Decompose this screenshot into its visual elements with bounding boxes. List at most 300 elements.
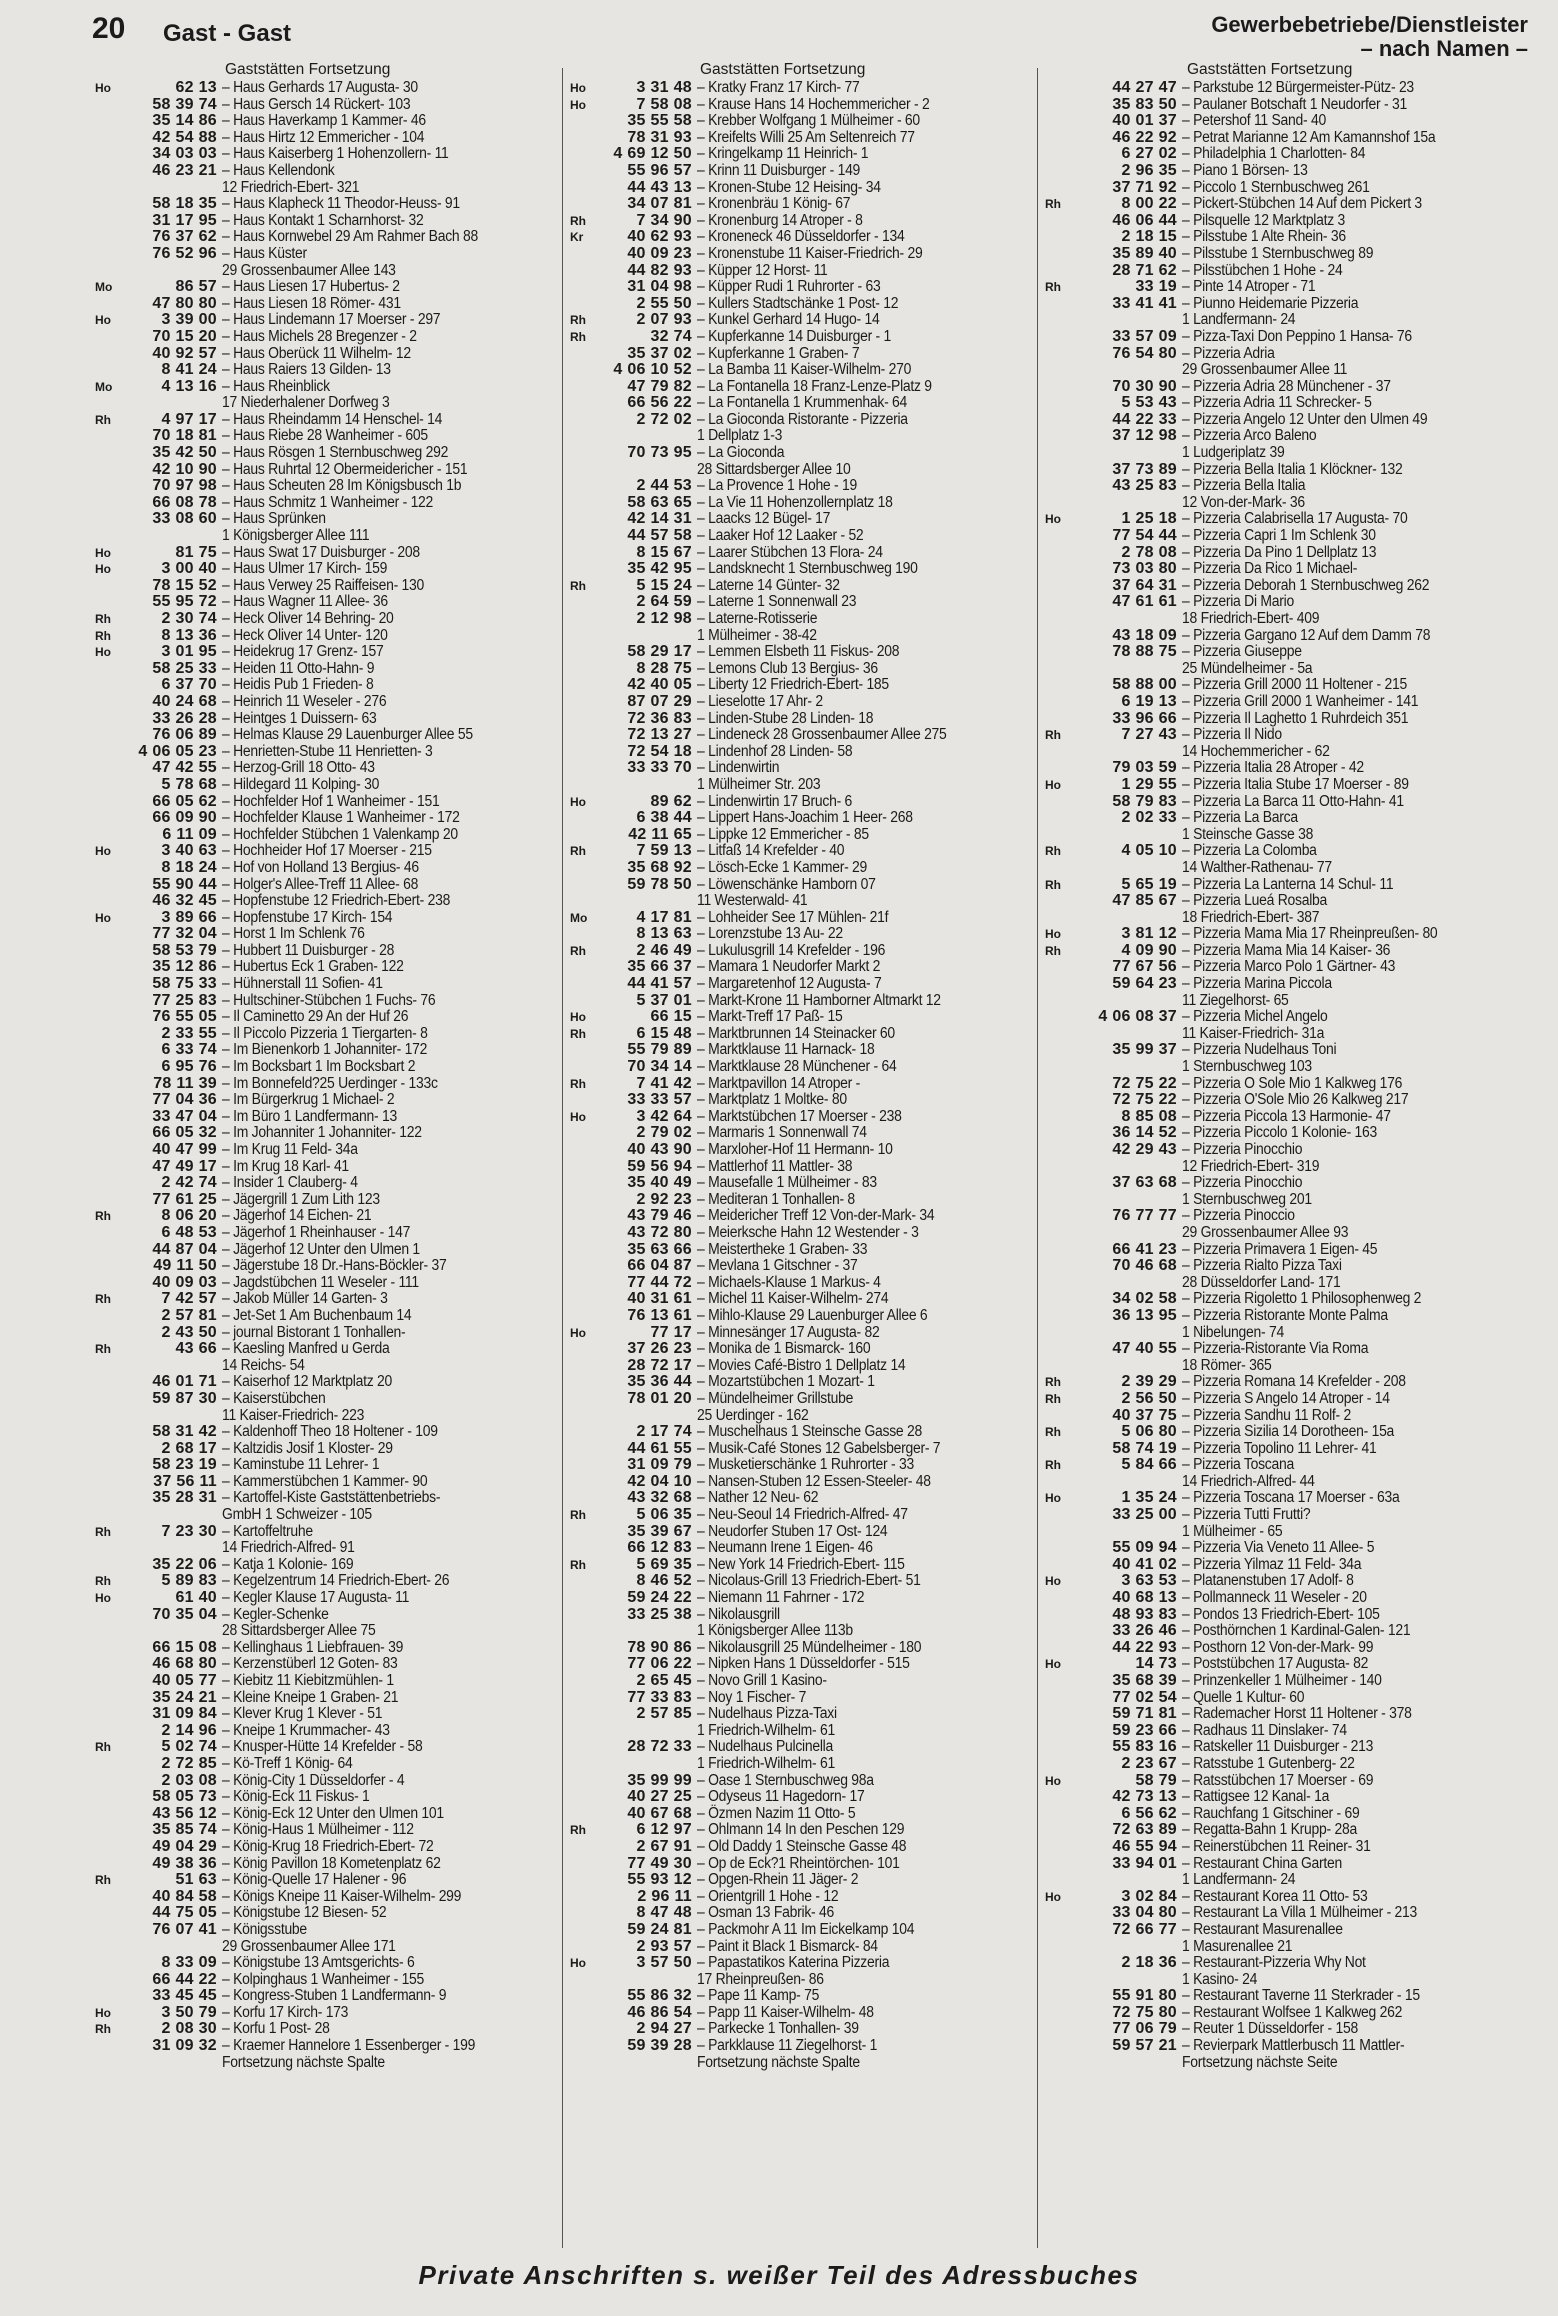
- business-entry: – Löwenschänke Hamborn 07: [697, 875, 876, 893]
- listing-row: [1045, 843, 1545, 860]
- phone-number: 2 72 85: [161, 1754, 217, 1772]
- business-entry: – Haus Oberück 11 Wilhelm- 12: [222, 344, 411, 362]
- business-entry: – Nikolausgrill 25 Mündelheimer - 180: [697, 1638, 922, 1656]
- business-entry: – Philadelphia 1 Charlotten- 84: [1182, 145, 1366, 163]
- listing-row: [570, 263, 1025, 280]
- phone-number: 42 04 10: [627, 1472, 692, 1490]
- business-entry: – La Gioconda: [697, 444, 785, 462]
- listing-row: [95, 1507, 555, 1524]
- business-entry: – Kegelzentrum 14 Friedrich-Ebert- 26: [222, 1572, 450, 1590]
- section-title: Gewerbebetriebe/Dienstleister: [1211, 12, 1528, 37]
- business-entry: – Pizzeria Italia Stube 17 Moerser - 89: [1182, 775, 1409, 793]
- phone-number: 5 84 66: [1121, 1456, 1177, 1474]
- business-entry: – Korfu 17 Kirch- 173: [222, 2003, 349, 2021]
- phone-number: 31 09 79: [627, 1456, 692, 1474]
- phone-number: 55 93 12: [627, 1871, 692, 1889]
- business-entry: – Meidericher Treff 12 Von-der-Mark- 34: [697, 1207, 935, 1225]
- listing-row: [570, 395, 1025, 412]
- phone-number: 58 25 33: [152, 659, 217, 677]
- phone-number: 35 28 31: [152, 1489, 217, 1507]
- business-entry: – Laarer Stübchen 13 Flora- 24: [697, 543, 883, 561]
- listing-row: [570, 1524, 1025, 1541]
- listing-row: [1045, 296, 1545, 313]
- district-code: Rh: [1045, 1458, 1061, 1473]
- listing-row: [570, 677, 1025, 694]
- business-entry: – Haus Ulmer 17 Kirch- 159: [222, 560, 388, 578]
- phone-number: 43 56 12: [152, 1804, 217, 1822]
- business-entry: – Kaldenhoff Theo 18 Holtener - 109: [222, 1423, 438, 1441]
- listing-row: [95, 910, 555, 927]
- business-entry: – Posthorn 12 Von-der-Mark- 99: [1182, 1638, 1374, 1656]
- listing-row: [570, 113, 1025, 130]
- listing-row: [95, 1042, 555, 1059]
- listing-row: [95, 279, 555, 296]
- listing-row: [570, 1573, 1025, 1590]
- listing-row: [1045, 1690, 1545, 1707]
- listing-column-1: [95, 60, 555, 2260]
- listing-row: [570, 163, 1025, 180]
- listing-row: [95, 777, 555, 794]
- listing-row: [1045, 545, 1545, 562]
- business-entry: – Pizzeria Grill 2000 1 Wanheimer - 141: [1182, 692, 1419, 710]
- phone-number: 77 32 04: [152, 925, 217, 943]
- business-entry: 14 Friedrich-Alfred- 91: [222, 1539, 355, 1557]
- business-entry: – Pizzeria Di Mario: [1182, 593, 1294, 611]
- district-code: Rh: [95, 2022, 111, 2037]
- phone-number: 2 92 23: [636, 1190, 692, 1208]
- business-entry: – Haus Verwey 25 Raiffeisen- 130: [222, 576, 425, 594]
- phone-number: 78 88 75: [1112, 643, 1177, 661]
- business-entry: – Osman 13 Fabrik- 46: [697, 1904, 834, 1922]
- business-entry: – Jagdstübchen 11 Weseler - 111: [222, 1273, 419, 1291]
- business-entry: – Hopfenstube 12 Friedrich-Ebert- 238: [222, 892, 451, 910]
- phone-number: 8 06 20: [161, 1207, 217, 1225]
- listing-row: [570, 843, 1025, 860]
- business-entry: 1 Königsberger Allee 111: [222, 527, 370, 545]
- phone-number: 48 93 83: [1112, 1605, 1177, 1623]
- district-code: Rh: [570, 329, 586, 344]
- listing-row: [1045, 2021, 1545, 2038]
- listing-row: [1045, 1789, 1545, 1806]
- business-entry: – Pizzeria Romana 14 Krefelder - 208: [1182, 1373, 1406, 1391]
- listing-row: [570, 1258, 1025, 1275]
- listing-row: [570, 1739, 1025, 1756]
- phone-number: 2 65 45: [636, 1672, 692, 1689]
- listing-row: [570, 760, 1025, 777]
- listing-row: [570, 1225, 1025, 1242]
- listing-row: [570, 495, 1025, 512]
- listing-row: [570, 1540, 1025, 1557]
- listing-row: [570, 1905, 1025, 1922]
- business-entry: – Orientgrill 1 Hohe - 12: [697, 1887, 839, 1905]
- listing-row: [95, 794, 555, 811]
- business-entry: Fortsetzung nächste Seite: [1182, 2053, 1338, 2071]
- business-entry: 1 Mülheimer - 65: [1182, 1522, 1283, 1540]
- business-entry: 11 Kaiser-Friedrich- 31a: [1182, 1024, 1325, 1042]
- phone-number: 5 06 35: [636, 1506, 692, 1524]
- district-code: Rh: [1045, 280, 1061, 295]
- business-entry: 1 Landfermann- 24: [1182, 1871, 1296, 1889]
- listing-row: [95, 329, 555, 346]
- business-entry: – Op de Eck?1 Rheintörchen- 101: [697, 1854, 900, 1872]
- district-code: Rh: [1045, 1375, 1061, 1390]
- business-entry: – Haus Gersch 14 Rückert- 103: [222, 95, 411, 113]
- business-entry: – Lemmen Elsbeth 11 Fiskus- 208: [697, 643, 900, 661]
- business-entry: – Mevlana 1 Gitschner - 37: [697, 1257, 858, 1275]
- listing-row: [570, 329, 1025, 346]
- business-entry: – Kammerstübchen 1 Kammer- 90: [222, 1472, 428, 1490]
- phone-number: 2 55 50: [636, 294, 692, 312]
- business-entry: – Piano 1 Börsen- 13: [1182, 161, 1308, 179]
- business-entry: – Heck Oliver 14 Unter- 120: [222, 626, 388, 644]
- phone-number: 70 30 90: [1112, 377, 1177, 395]
- business-entry: – Nudelhaus Pizza-Taxi: [697, 1705, 837, 1723]
- phone-number: 31 04 98: [627, 278, 692, 296]
- listing-row: [1045, 346, 1545, 363]
- listing-row: [95, 113, 555, 130]
- listing-row: [95, 545, 555, 562]
- business-entry: – Kleine Kneipe 1 Graben- 21: [222, 1688, 399, 1706]
- business-entry: – Jägerhof 14 Eichen- 21: [222, 1207, 372, 1225]
- listing-row: [570, 1208, 1025, 1225]
- phone-number: 66 15: [650, 1008, 692, 1026]
- listing-row: [95, 1242, 555, 1259]
- listing-row: [95, 395, 555, 412]
- business-entry: – Pizzeria Piccolo 1 Kolonie- 163: [1182, 1124, 1378, 1142]
- phone-number: 28 72 33: [627, 1738, 692, 1756]
- listing-row: [1045, 1955, 1545, 1972]
- phone-number: 37 26 23: [627, 1340, 692, 1358]
- listing-row: [570, 1723, 1025, 1740]
- listing-row: [95, 993, 555, 1010]
- district-code: Rh: [570, 943, 586, 958]
- business-entry: – Rattigsee 12 Kanal- 1a: [1182, 1788, 1330, 1806]
- business-entry: 1 Sternbuschweg 201: [1182, 1190, 1312, 1208]
- listing-row: [95, 1939, 555, 1956]
- listing-row: [570, 810, 1025, 827]
- listing-row: [570, 1590, 1025, 1607]
- business-entry: – Horst 1 Im Schlenk 76: [222, 925, 365, 943]
- business-entry: – Kongress-Stuben 1 Landfermann- 9: [222, 1987, 447, 2005]
- listing-row: [570, 1474, 1025, 1491]
- business-entry: 12 Friedrich-Ebert- 319: [1182, 1157, 1320, 1175]
- phone-number: 47 40 55: [1112, 1340, 1177, 1358]
- listing-row: [570, 860, 1025, 877]
- listing-row: [1045, 478, 1545, 495]
- business-entry: – Lorenzstube 13 Au- 22: [697, 925, 843, 943]
- business-entry: – Haus Haverkamp 1 Kammer- 46: [222, 112, 426, 130]
- business-entry: – Prinzenkeller 1 Mülheimer - 140: [1182, 1672, 1382, 1689]
- business-entry: – Kegler-Schenke: [222, 1605, 329, 1623]
- phone-number: 34 07 81: [627, 195, 692, 213]
- listing-row: [570, 1109, 1025, 1126]
- business-entry: 12 Friedrich-Ebert- 321: [222, 178, 360, 196]
- business-entry: – Marxloher-Hof 11 Hermann- 10: [697, 1141, 893, 1158]
- phone-number: 4 05 10: [1121, 842, 1177, 860]
- business-entry: 12 Von-der-Mark- 36: [1182, 493, 1305, 511]
- phone-number: 58 74 19: [1112, 1439, 1177, 1457]
- phone-number: 2 07 93: [636, 311, 692, 329]
- phone-number: 58 31 42: [152, 1423, 217, 1441]
- business-entry: 17 Rheinpreußen- 86: [697, 1970, 824, 1988]
- phone-number: 79 03 59: [1112, 759, 1177, 777]
- phone-number: 46 86 54: [627, 2003, 692, 2021]
- business-entry: 29 Grossenbaumer Allee 143: [222, 261, 396, 279]
- district-code: Ho: [1045, 1491, 1061, 1506]
- listing-row: [1045, 279, 1545, 296]
- listing-row: [1045, 1988, 1545, 2005]
- listing-row: [95, 943, 555, 960]
- business-entry: – Pizzeria-Ristorante Via Roma: [1182, 1340, 1369, 1358]
- phone-number: 7 27 43: [1121, 726, 1177, 744]
- listing-row: [570, 545, 1025, 562]
- business-entry: 14 Reichs- 54: [222, 1356, 305, 1374]
- listing-row: [95, 180, 555, 197]
- business-entry: – Hochfelder Klause 1 Wanheimer - 172: [222, 809, 460, 827]
- listing-row: [95, 412, 555, 429]
- business-entry: – Insider 1 Clauberg- 4: [222, 1174, 358, 1192]
- phone-number: 58 05 73: [152, 1788, 217, 1806]
- business-entry: – Pilsstube 1 Alte Rhein- 36: [1182, 228, 1346, 246]
- phone-number: 3 42 64: [636, 1107, 692, 1125]
- listing-row: [570, 462, 1025, 479]
- business-entry: – Pizzeria Marco Polo 1 Gärtner- 43: [1182, 958, 1396, 976]
- phone-number: 66 15 08: [152, 1638, 217, 1656]
- listing-row: [95, 246, 555, 263]
- listing-row: [570, 1955, 1025, 1972]
- column-divider: [1037, 68, 1038, 2248]
- listing-row: [1045, 1009, 1545, 1026]
- phone-number: 44 27 47: [1112, 79, 1177, 96]
- phone-number: 32 74: [650, 327, 692, 345]
- phone-number: 33 25 38: [627, 1605, 692, 1623]
- phone-number: 33 33 70: [627, 759, 692, 777]
- phone-number: 2 39 29: [1121, 1373, 1177, 1391]
- listing-row: [95, 843, 555, 860]
- phone-number: 3 01 95: [161, 643, 217, 661]
- phone-number: 58 18 35: [152, 195, 217, 213]
- district-code: Ho: [570, 97, 586, 112]
- business-entry: – Nather 12 Neu- 62: [697, 1489, 819, 1507]
- phone-number: 66 05 32: [152, 1124, 217, 1142]
- business-entry: 25 Uerdinger - 162: [697, 1406, 809, 1424]
- listing-row: [1045, 445, 1545, 462]
- phone-number: 76 77 77: [1112, 1207, 1177, 1225]
- phone-number: 76 06 89: [152, 726, 217, 744]
- business-entry: – Jakob Müller 14 Garten- 3: [222, 1290, 388, 1308]
- business-entry: – Pizzeria Nudelhaus Toni: [1182, 1041, 1337, 1059]
- listing-row: [95, 860, 555, 877]
- listing-row: [570, 362, 1025, 379]
- listing-row: [570, 1424, 1025, 1441]
- listing-row: [1045, 1756, 1545, 1773]
- business-entry: – Mozartstübchen 1 Mozart- 1: [697, 1373, 875, 1391]
- business-entry: – Noy 1 Fischer- 7: [697, 1688, 807, 1706]
- phone-number: 77 33 83: [627, 1688, 692, 1706]
- business-entry: – Kratky Franz 17 Kirch- 77: [697, 79, 860, 96]
- listing-row: [1045, 1242, 1545, 1259]
- business-entry: – Haus Rheindamm 14 Henschel- 14: [222, 410, 443, 428]
- listing-row: [95, 1142, 555, 1159]
- listing-row: [95, 296, 555, 313]
- listing-row: [570, 213, 1025, 230]
- listing-row: [1045, 1673, 1545, 1690]
- listing-row: [1045, 1092, 1545, 1109]
- listing-row: [570, 130, 1025, 147]
- listing-row: [95, 445, 555, 462]
- phone-number: 73 03 80: [1112, 560, 1177, 578]
- phone-number: 55 83 16: [1112, 1738, 1177, 1756]
- phone-number: 44 87 04: [152, 1240, 217, 1258]
- listing-row: [95, 146, 555, 163]
- business-entry: – Ratsstube 1 Gutenberg- 22: [1182, 1754, 1355, 1772]
- listing-row: [1045, 594, 1545, 611]
- listing-row: [1045, 246, 1545, 263]
- listing-row: [1045, 910, 1545, 927]
- listing-row: [95, 1806, 555, 1823]
- district-code: Rh: [95, 412, 111, 427]
- business-entry: – Old Daddy 1 Steinsche Gasse 48: [697, 1837, 907, 1855]
- business-entry: – Kartoffel-Kiste Gaststättenbetriebs-: [222, 1489, 441, 1507]
- phone-number: 6 27 02: [1121, 145, 1177, 163]
- phone-number: 40 01 37: [1112, 112, 1177, 130]
- listing-row: [95, 1175, 555, 1192]
- business-entry: – Lippert Hans-Joachim 1 Heer- 268: [697, 809, 913, 827]
- business-entry: – Pizzeria La Barca 11 Otto-Hahn- 41: [1182, 792, 1404, 810]
- listing-row: [1045, 180, 1545, 197]
- business-entry: – Haus Kontakt 1 Scharnhorst- 32: [222, 211, 424, 229]
- listing-row: [570, 296, 1025, 313]
- business-entry: – Pizzeria Tutti Frutti?: [1182, 1506, 1311, 1524]
- phone-number: 81 75: [175, 543, 217, 561]
- page-number: 20: [92, 12, 126, 45]
- phone-number: 66 08 78: [152, 493, 217, 511]
- business-entry: – Kaesling Manfred u Gerda: [222, 1340, 390, 1358]
- listing-row: [95, 1557, 555, 1574]
- phone-number: 5 69 35: [636, 1555, 692, 1573]
- listing-row: [570, 1125, 1025, 1142]
- phone-number: 2 23 67: [1121, 1754, 1177, 1772]
- listing-row: [1045, 1490, 1545, 1507]
- listing-row: [1045, 428, 1545, 445]
- business-entry: – König-Eck 11 Fiskus- 1: [222, 1788, 370, 1806]
- listing-row: [95, 1673, 555, 1690]
- business-entry: – Odyseus 11 Hagedorn- 17: [697, 1788, 865, 1806]
- listing-row: [570, 1441, 1025, 1458]
- business-entry: – Pizzeria O Sole Mio 1 Kalkweg 176: [1182, 1074, 1403, 1092]
- listing-row: [570, 1059, 1025, 1076]
- business-entry: – Hochheider Hof 17 Moerser - 215: [222, 842, 432, 860]
- listing-row: [1045, 412, 1545, 429]
- listing-row: [1045, 511, 1545, 528]
- business-entry: – Henrietten-Stube 11 Henrietten- 3: [222, 742, 433, 760]
- listing-row: [95, 1822, 555, 1839]
- district-code: Rh: [570, 313, 586, 328]
- business-entry: – Pizzeria Il Laghetto 1 Ruhrdeich 351: [1182, 709, 1409, 727]
- listing-row: [1045, 2038, 1545, 2055]
- business-entry: – Platanenstuben 17 Adolf- 8: [1182, 1572, 1354, 1590]
- phone-number: 33 57 09: [1112, 327, 1177, 345]
- business-entry: – La Fontanella 1 Krummenhak- 64: [697, 394, 908, 412]
- business-entry: – Rademacher Horst 11 Holtener - 378: [1182, 1705, 1412, 1723]
- phone-number: 2 57 81: [161, 1306, 217, 1324]
- business-entry: – Hochfelder Stübchen 1 Valenkamp 20: [222, 825, 458, 843]
- phone-number: 47 42 55: [152, 759, 217, 777]
- listing-row: [95, 97, 555, 114]
- listing-row: [95, 594, 555, 611]
- business-entry: 1 Königsberger Allee 113b: [697, 1622, 853, 1640]
- business-entry: – Lohheider See 17 Mühlen- 21f: [697, 908, 889, 926]
- phone-number: 58 88 00: [1112, 676, 1177, 694]
- business-entry: – Pizzeria Adria 11 Schrecker- 5: [1182, 394, 1372, 412]
- listing-row: [1045, 1208, 1545, 1225]
- business-entry: – Kegler Klause 17 Augusta- 11: [222, 1589, 410, 1607]
- phone-number: 76 55 05: [152, 1008, 217, 1026]
- business-entry: – Il Caminetto 29 An der Huf 26: [222, 1008, 409, 1026]
- listing-row: [1045, 1773, 1545, 1790]
- business-entry: – Michaels-Klause 1 Markus- 4: [697, 1273, 881, 1291]
- business-entry: – Kringelkamp 11 Heinrich- 1: [697, 145, 869, 163]
- listing-row: [570, 312, 1025, 329]
- district-code: Ho: [95, 910, 111, 925]
- phone-number: 77 17: [650, 1323, 692, 1341]
- business-entry: – Petrat Marianne 12 Am Kamannshof 15a: [1182, 128, 1436, 146]
- business-entry: – Heck Oliver 14 Behring- 20: [222, 610, 394, 627]
- phone-number: 2 30 74: [161, 610, 217, 627]
- phone-number: 7 34 90: [636, 211, 692, 229]
- phone-number: 40 47 99: [152, 1141, 217, 1158]
- phone-number: 44 82 93: [627, 261, 692, 279]
- phone-number: 2 72 02: [636, 410, 692, 428]
- business-entry: – Hochfelder Hof 1 Wanheimer - 151: [222, 792, 440, 810]
- business-entry: – Haus Wagner 11 Allee- 36: [222, 593, 388, 611]
- business-entry: – Haus Hirtz 12 Emmericher - 104: [222, 128, 425, 146]
- listing-row: [95, 644, 555, 661]
- district-code: Rh: [95, 1740, 111, 1755]
- business-entry: – Pizzeria Deborah 1 Sternbuschweg 262: [1182, 576, 1430, 594]
- business-entry: – Pizzeria Mama Mia 17 Rheinpreußen- 80: [1182, 925, 1438, 943]
- phone-number: 3 89 66: [161, 908, 217, 926]
- listing-row: [570, 1242, 1025, 1259]
- phone-number: 42 73 13: [1112, 1788, 1177, 1806]
- listing-row: [570, 279, 1025, 296]
- business-entry: – Pizzeria Mama Mia 14 Kaiser- 36: [1182, 941, 1391, 959]
- listing-row: [95, 1391, 555, 1408]
- listing-row: [570, 1872, 1025, 1889]
- phone-number: 78 01 20: [627, 1389, 692, 1407]
- district-code: Rh: [1045, 1425, 1061, 1440]
- listing-row: [1045, 196, 1545, 213]
- phone-number: 4 06 10 52: [613, 361, 692, 379]
- listing-row: [95, 2021, 555, 2038]
- business-entry: – Litfaß 14 Krefelder - 40: [697, 842, 845, 860]
- phone-number: 59 24 81: [627, 1920, 692, 1938]
- phone-number: 3 57 50: [636, 1954, 692, 1972]
- listing-row: [1045, 1557, 1545, 1574]
- business-entry: – Im Krug 11 Feld- 34a: [222, 1141, 358, 1158]
- business-entry: – Paulaner Botschaft 1 Neudorfer - 31: [1182, 95, 1407, 113]
- business-entry: – Lemons Club 13 Bergius- 36: [697, 659, 878, 677]
- phone-number: 33 94 01: [1112, 1854, 1177, 1872]
- listing-row: [570, 1325, 1025, 1342]
- phone-number: 2 56 50: [1121, 1389, 1177, 1407]
- phone-number: 2 08 30: [161, 2020, 217, 2038]
- phone-number: 4 97 17: [161, 410, 217, 428]
- phone-number: 35 89 40: [1112, 244, 1177, 262]
- listing-row: [570, 1408, 1025, 1425]
- business-entry: – Krebber Wolfgang 1 Mülheimer - 60: [697, 112, 920, 130]
- business-entry: – Kronen-Stube 12 Heising- 34: [697, 178, 881, 196]
